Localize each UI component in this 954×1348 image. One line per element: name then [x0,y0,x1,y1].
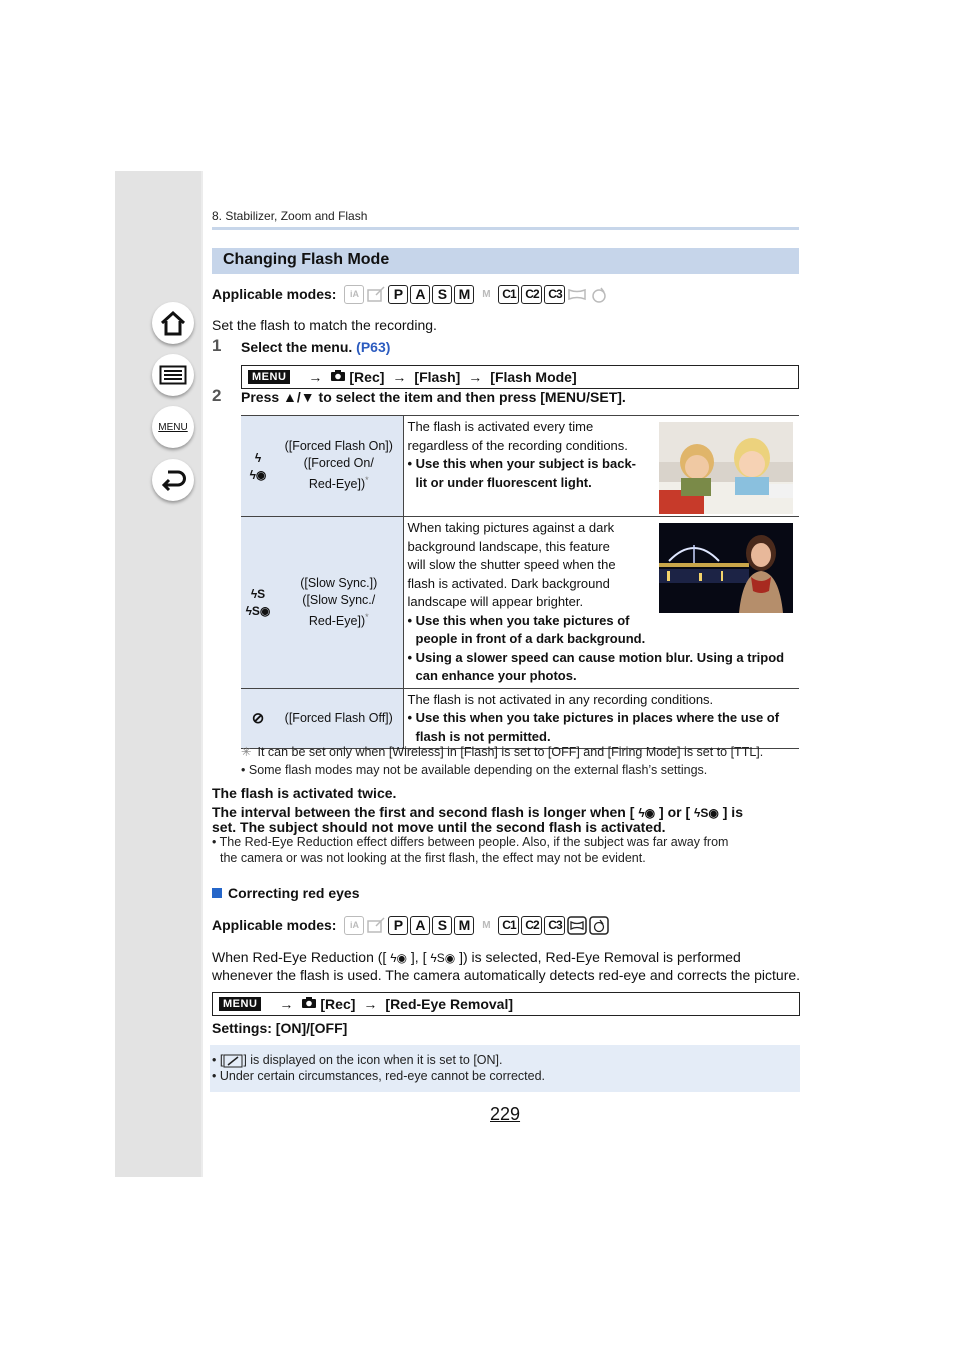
tip-1: • [ ] is displayed on the icon when it is set to [ON]. [212,1053,503,1067]
custom-c2-icon: C2 [521,285,542,304]
creative-video-icon: M [482,919,491,931]
mode-m-icon: M [454,916,474,935]
forced-redeye-icon: ϟ◉ [390,951,408,965]
mode-s-icon: S [432,285,452,304]
intelligent-auto-icon: iA [344,916,364,935]
chapter-divider [212,227,799,230]
intelligent-auto-icon: iA [344,285,364,304]
applicable-modes [212,283,611,305]
flash-name-line: ([Forced Flash On]) [284,439,393,454]
flash-name-cell [275,416,403,517]
section-square-icon [212,888,222,898]
mode-p-icon: P [388,285,408,304]
modes-label: Applicable modes: [212,286,337,302]
section-title-bar [212,248,799,274]
desc-bullet: • Use this when you take pictures of people in front of a dark background. [407,612,646,646]
flash-desc-cell [403,416,799,517]
camera-icon [330,369,346,385]
forced-redeye-icon: ϟ◉ [249,467,267,482]
desc-line: landscape will appear brighter. [407,594,584,609]
arrow-icon: → [392,369,407,385]
slow-sync-redeye-icon: ϟS◉ [245,603,271,618]
flash-desc-cell [403,517,799,689]
step-1-number: 1 [212,336,222,355]
mode-m-icon: M [454,285,474,304]
menu-path-flash-mode-item: [Flash Mode] [490,369,577,385]
modes-label: Applicable modes: [212,917,337,933]
step-2-number: 2 [212,386,222,405]
asterisk-note-text: It can be set only when [Wireless] in [Flash] is set to [OFF] and [Firing Mode] is set to [TTL]. [257,745,764,759]
custom-c3-icon: C3 [544,285,565,304]
list-icon [159,365,187,385]
step-1-label: Select the menu. [241,339,353,355]
red-eye-removal-icon [223,1054,243,1068]
custom-c2-icon: C2 [521,916,542,935]
forced-flash-on-icon: ϟ [254,450,262,465]
flash-off-icon: ⊘ [251,710,265,728]
red-eye-desc-2: whenever the flash is used. The camera automatically detects red-eye and corrects the picture. [212,967,801,983]
asterisk-note [241,744,801,761]
creative-control-icon [366,916,386,935]
panorama-icon [567,916,587,935]
flash-name-line: ([Slow Sync./ [302,592,376,607]
menu-path-red-eye [212,992,800,1016]
night-portrait-photo [659,523,793,613]
correcting-red-eyes-title: Correcting red eyes [228,885,360,901]
arrow-icon: → [279,996,294,1012]
mode-a-icon: A [410,285,430,304]
flash-name-line: Red-Eye])* [308,475,369,492]
arrow-icon: → [468,369,483,385]
scene-guide-icon [589,285,609,304]
flash-name-line: ([Slow Sync.]) [300,575,378,590]
flash-name-line: ([Forced On/ [303,456,374,471]
flash-mode-table [241,415,799,749]
scene-guide-icon [589,916,609,935]
menu-path-rec: [Rec] [349,369,385,385]
custom-c3-icon: C3 [544,916,565,935]
desc-line: regardless of the recording conditions. [407,437,628,453]
menu-path-red-eye-removal: [Red-Eye Removal] [385,996,513,1012]
table-row [241,517,799,689]
desc-bullet: • Using a slower speed can cause motion blur. Using a tripod can enhance your photos. [407,649,785,683]
menu-path-flash-mode [241,365,799,389]
step-1-link[interactable]: (P63) [356,339,391,355]
flash-settings-note: • Some flash modes may not be available depending on the external flash’s settings. [241,763,708,777]
arrow-icon: → [363,996,378,1012]
tip-2: • Under certain circumstances, red-eye cannot be corrected. [212,1069,546,1083]
flash-name-line: Red-Eye])* [308,611,369,628]
flash-name-line: ([Forced Flash Off]) [284,710,393,725]
flash-icons-cell [241,517,275,689]
children-photo [659,422,793,514]
home-icon [159,310,187,336]
desc-line: When taking pictures against a dark [407,520,615,535]
slow-sync-icon: ϟS [250,586,266,601]
desc-line: The flash is not activated in any recording conditions. [407,691,714,707]
panorama-icon [567,285,587,304]
forced-redeye-icon: ϟ◉ [638,806,656,820]
section-title: Changing Flash Mode [223,251,390,268]
custom-c1-icon: C1 [498,285,519,304]
home-button[interactable] [152,302,194,344]
creative-control-icon [366,285,386,304]
menu-path-flash: [Flash] [414,369,461,385]
twice-heading: The flash is activated twice. [212,785,397,801]
desc-line: will slow the shutter speed when the [407,557,616,572]
page-number[interactable]: 229 [490,1104,521,1124]
settings-line: Settings: [ON]/[OFF] [212,1020,348,1036]
flash-name-cell [275,688,403,749]
flash-desc-cell [403,688,799,749]
table-row [241,416,799,517]
menu-chip: MENU [219,997,261,1011]
asterisk-mark: ✳ [241,745,252,759]
slow-sync-redeye-icon: ϟS◉ [694,806,719,820]
back-button[interactable] [152,459,194,501]
step-2-text: Press ▲/▼ to select the item and then press [MENU/SET]. [241,389,626,405]
desc-line: The flash is activated every time [407,419,594,434]
menu-list-button[interactable] [152,406,194,448]
twice-line-2: set. The subject should not move until the second flash is activated. [212,819,666,835]
desc-line: background landscape, this feature [407,538,610,554]
intro-text: Set the flash to match the recording. [212,317,437,333]
tips-box [210,1045,800,1092]
redeye-effect-note-2: the camera or was not looking at the first flash, the effect may not be evident. [220,851,646,865]
mode-a-icon: A [410,916,430,935]
slow-sync-redeye-icon: ϟS◉ [430,951,456,965]
flash-name-cell [275,517,403,689]
desc-bullet: • Use this when you take pictures in places where the use of flash is not permitted. [407,710,780,744]
desc-line: flash is activated. Dark background [407,575,610,591]
applicable-modes-2 [212,914,611,936]
menu-path-rec: [Rec] [320,996,356,1012]
twice-line-1: The interval between the first and second flash is longer when [ ϟ◉ ] or [ ϟS◉ ] is [212,804,743,820]
step-1-text [241,339,390,355]
arrow-icon: → [308,369,323,385]
flash-icons-cell [241,688,275,749]
contents-button[interactable] [152,354,194,396]
back-arrow-icon [159,467,187,493]
camera-icon [301,996,317,1012]
mode-p-icon: P [388,916,408,935]
menu-button-label: MENU [158,421,188,433]
custom-c1-icon: C1 [498,916,519,935]
mode-s-icon: S [432,916,452,935]
correcting-red-eyes-heading [212,885,360,901]
menu-chip: MENU [248,370,290,384]
flash-icons-cell [241,416,275,517]
desc-bullet: • Use this when your subject is back-lit or under fluorescent light. [407,456,637,490]
table-row [241,688,799,749]
chapter-title: 8. Stabilizer, Zoom and Flash [212,209,368,223]
redeye-effect-note-1: • The Red-Eye Reduction effect differs between people. Also, if the subject was far away from [212,835,729,849]
creative-video-icon: M [482,288,491,300]
sidebar [115,171,203,1177]
red-eye-desc-1: When Red-Eye Reduction ([ ϟ◉ ], [ ϟS◉ ]) is selected, Red-Eye Removal is performed [212,949,741,965]
